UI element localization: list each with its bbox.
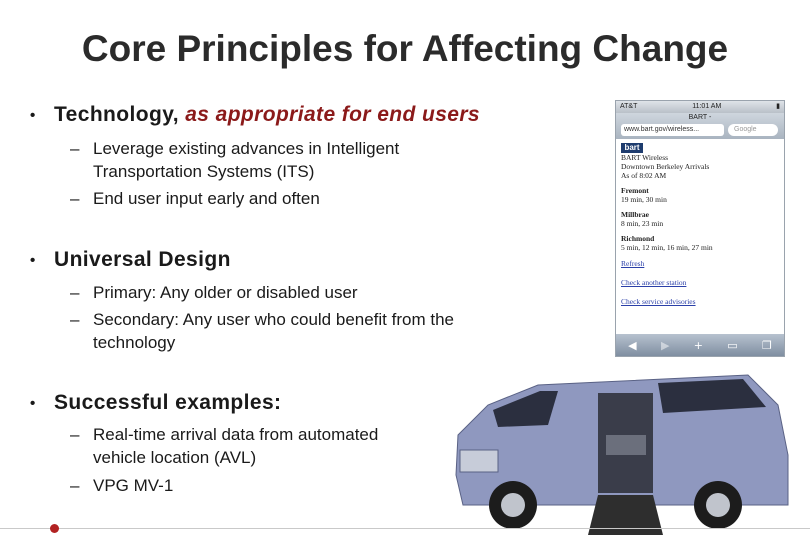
browser-toolbar [616,334,784,356]
back-icon[interactable]: ◀ [628,338,637,352]
bullet-dot: • [30,106,36,124]
carrier-label: AT&T [620,103,638,110]
footer-divider [0,528,810,529]
search-field[interactable]: Google [728,124,778,136]
dash-glyph: – [70,189,80,208]
bart-logo: bart [621,143,643,153]
wheelchair-ramp [588,495,663,535]
station-name: Fremont [621,186,649,195]
bullet-successful-examples [30,391,281,415]
page-title: Core Principles for Affecting Change [81,28,729,69]
browser-url-bar [616,113,784,139]
sub-bullet [70,308,473,354]
bookmarks-icon[interactable]: ▭ [727,338,738,352]
bullet-dot: • [30,394,36,412]
check-station-link[interactable]: Check another station [621,278,687,287]
address-field[interactable]: www.bart.gov/wireless... [621,124,724,136]
sub-bullet [70,474,473,497]
phone-screenshot [615,100,785,357]
bullet-label: Universal Design [54,248,231,271]
van-grille [460,450,498,472]
sub-bullet-text: Real-time arrival data from automated vehicle location (AVL) [93,425,379,467]
clock-label: 11:01 AM [692,103,722,110]
dash-glyph: – [70,139,80,158]
refresh-link[interactable]: Refresh [621,259,645,268]
page-subheading: Downtown Berkeley Arrivals [621,162,710,171]
rear-wheel-rim [706,493,730,517]
footer-dot [50,524,59,533]
sub-bullet-text: Primary: Any older or disabled user [93,283,358,302]
forward-icon[interactable]: ▶ [660,338,670,352]
sub-bullet-text: Leverage existing advances in Intelligent Transportation Systems (ITS) [93,139,400,181]
station-name: Richmond [621,234,655,243]
sub-bullet-text: Secondary: Any user who could benefit from the technology [93,310,454,352]
sub-bullet [70,281,473,304]
sub-bullet [70,187,473,210]
phone-status-bar [616,101,784,113]
dash-glyph: – [70,476,80,495]
tabs-icon[interactable]: ❐ [761,338,772,352]
van-illustration [448,365,793,540]
browser-page-title: BART - [688,114,712,121]
van-interior-seat [606,435,646,455]
bullet-dot: • [30,251,36,269]
battery-icon: ▮ [776,103,780,110]
page-heading: BART Wireless [621,153,669,162]
station-times: 19 min, 30 min [621,195,667,204]
station-name: Millbrae [621,210,649,219]
sub-bullet [70,137,473,183]
bullet-universal-design [30,248,231,272]
station-times: 5 min, 12 min, 16 min, 27 min [621,243,713,252]
dash-glyph: – [70,425,80,444]
front-wheel-rim [501,493,525,517]
bullet-label: Successful examples: [54,391,282,414]
as-of-time: As of 8:02 AM [621,171,667,180]
phone-page-body [616,139,784,310]
sub-bullet-text: VPG MV-1 [93,476,174,495]
add-icon[interactable]: + [693,338,703,352]
dash-glyph: – [70,310,80,329]
check-advisories-link[interactable]: Check service advisories [621,297,696,306]
bullet-technology [30,103,480,127]
sub-bullet [70,423,393,469]
station-times: 8 min, 23 min [621,219,664,228]
bullet-label: Technology, [54,103,179,126]
dash-glyph: – [70,283,80,302]
sub-bullet-text: End user input early and often [93,189,320,208]
bullet-accent: as appropriate for end users [185,103,481,126]
